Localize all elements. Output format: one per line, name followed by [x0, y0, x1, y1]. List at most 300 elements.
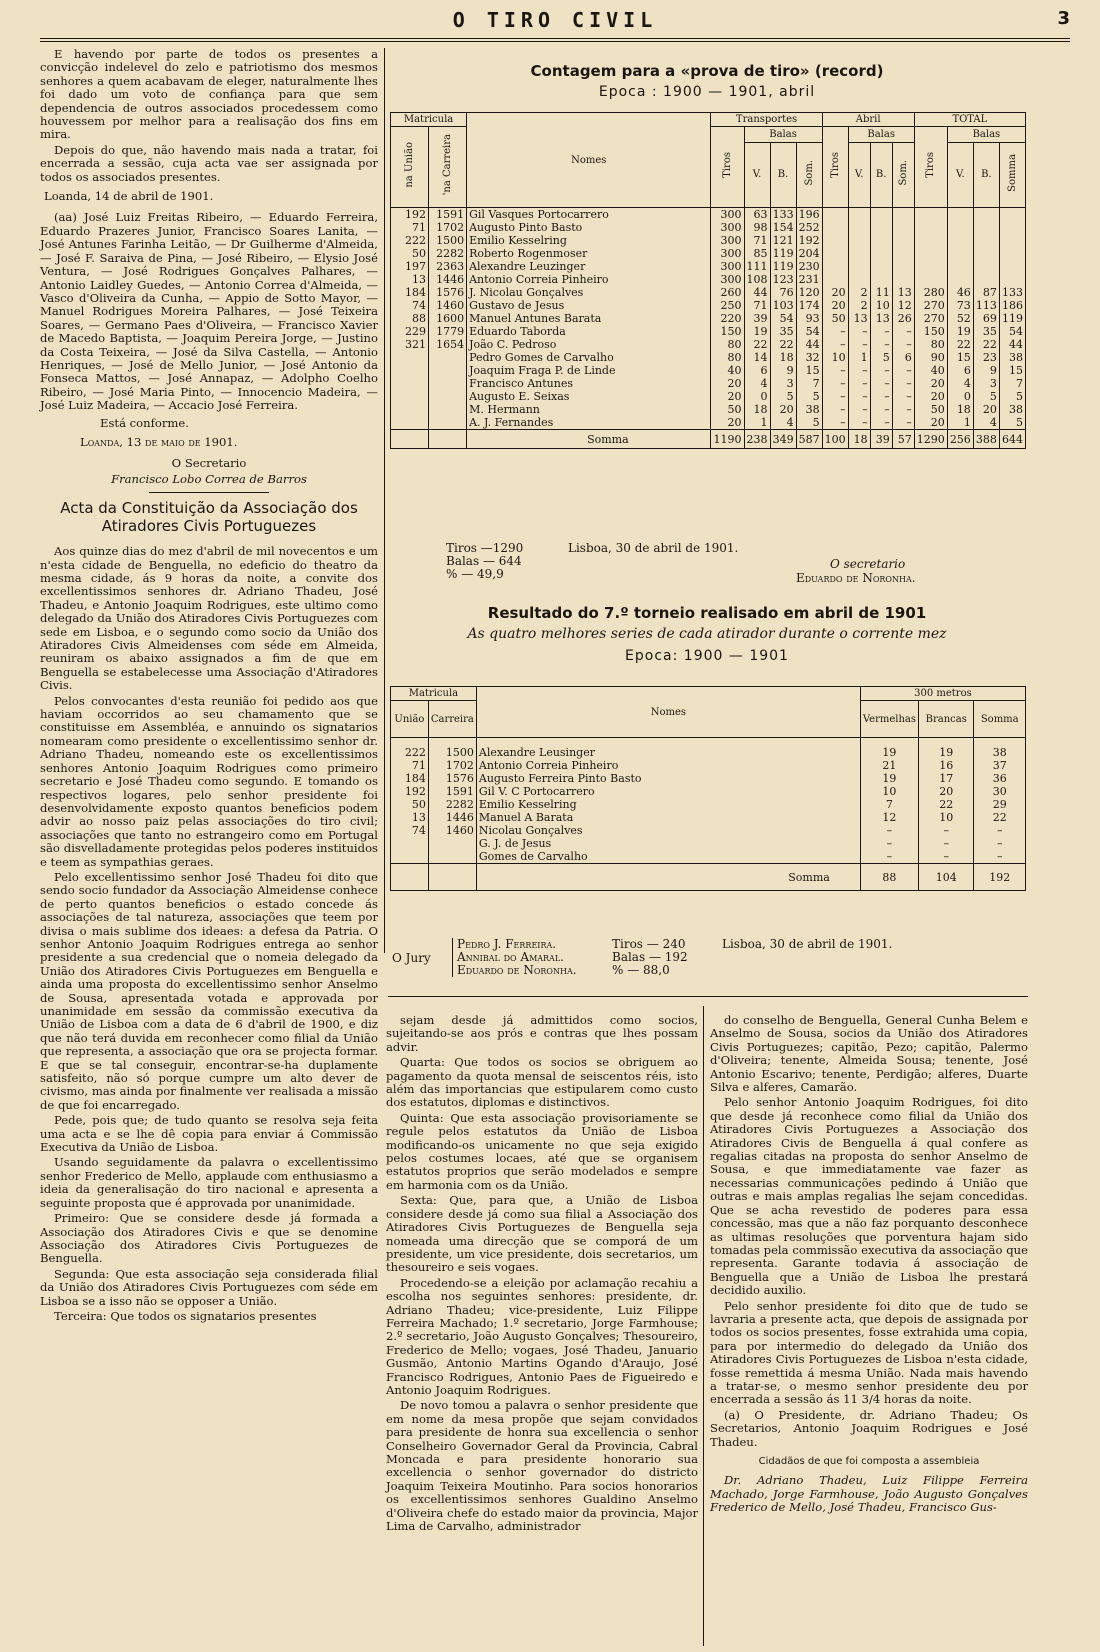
score-cell: 98	[744, 221, 770, 234]
score-cell: 13	[892, 286, 914, 299]
divider	[149, 492, 269, 493]
score-cell: –	[822, 364, 848, 377]
score-cell: 38	[999, 403, 1025, 416]
score-cell: 46	[947, 286, 973, 299]
score-cell	[947, 260, 973, 273]
left-column	[40, 48, 378, 1325]
matricula-carreira	[429, 351, 467, 364]
acta-paragraph: Pelo senhor presidente foi dito que de tudo se lavraria a presente acta, que depois de assignada por todos os socios presentes, fosse extrahida uma copia, para por intermedio do delegado da União dos Atiradores Civis Portuguezes de Lisboa n'esta cidade, fosse remettida á mesma União. Nada mais havendo a tratar-se, o mesmo senhor presidente deu por encerrada a sessão ás 11 3/4 horas da noite.	[710, 1298, 1028, 1407]
table1-title: Contagem para a «prova de tiro» (record)	[530, 62, 884, 80]
score-cell: 80	[914, 338, 947, 351]
score-cell: 20	[770, 403, 796, 416]
score-cell: 13	[870, 312, 892, 325]
score-cell: 270	[914, 312, 947, 325]
matricula-uniao: 71	[391, 759, 429, 772]
score-cell: –	[860, 850, 918, 864]
tiros-header: Tiros	[925, 152, 937, 178]
score-cell: 73	[947, 299, 973, 312]
score-cell: –	[848, 364, 870, 377]
score-cell: 103	[770, 299, 796, 312]
score-cell: –	[848, 325, 870, 338]
percent-total: % — 88,0	[612, 963, 670, 977]
balas-header: Balas	[744, 127, 822, 143]
total-cell: 388	[973, 430, 999, 449]
score-cell	[914, 260, 947, 273]
score-cell	[947, 273, 973, 286]
score-cell: 1	[744, 416, 770, 430]
score-cell	[973, 247, 999, 260]
score-cell: –	[870, 403, 892, 416]
score-cell	[870, 221, 892, 234]
divider	[388, 996, 1028, 997]
score-cell: 16	[918, 759, 973, 772]
score-cell: 40	[711, 364, 744, 377]
score-cell: 192	[796, 234, 822, 247]
matricula-carreira: 1500	[428, 738, 476, 760]
total-cell: 18	[848, 430, 870, 449]
balas-total: Balas — 644	[446, 554, 522, 568]
matricula-uniao: 222	[391, 234, 429, 247]
score-cell: 44	[796, 338, 822, 351]
score-cell: 5	[870, 351, 892, 364]
score-cell: 123	[770, 273, 796, 286]
abril-header: Abril	[822, 113, 914, 127]
table-row	[391, 850, 1026, 864]
score-cell: 20	[711, 390, 744, 403]
table-row	[391, 234, 1026, 247]
score-cell: –	[918, 824, 973, 837]
page-header	[40, 6, 1070, 36]
table2-place-date: Lisboa, 30 de abril de 1901.	[722, 937, 893, 951]
shooter-name: A. J. Fernandes	[467, 416, 711, 430]
score-cell	[914, 221, 947, 234]
brancas-header: Brancas	[918, 701, 973, 738]
score-cell: 186	[999, 299, 1025, 312]
score-cell: 69	[973, 312, 999, 325]
score-cell: 22	[974, 811, 1026, 824]
total-row	[391, 864, 1026, 891]
matricula-uniao	[391, 416, 429, 430]
score-cell: –	[892, 403, 914, 416]
table1-subtitle: Epoca : 1900 — 1901, abril	[598, 84, 816, 100]
matricula-uniao: 321	[391, 338, 429, 351]
uniao-header: União	[391, 701, 429, 738]
score-cell	[848, 234, 870, 247]
score-cell: –	[822, 377, 848, 390]
nomes-header: Nomes	[467, 113, 711, 208]
score-cell: –	[892, 416, 914, 430]
score-cell	[914, 273, 947, 286]
acta-paragraph: sejam desde já admittidos como socios, sujeitando-se aos prós e contras que lhes possam advir.	[386, 1013, 698, 1054]
matricula-carreira: 1779	[429, 325, 467, 338]
score-cell	[999, 234, 1025, 247]
score-cell	[947, 234, 973, 247]
shooter-name: Eduardo Taborda	[467, 325, 711, 338]
score-cell	[973, 221, 999, 234]
matricula-carreira: 1591	[428, 785, 476, 798]
score-cell: –	[892, 325, 914, 338]
matricula-carreira: 1446	[428, 811, 476, 824]
table1-totals	[446, 542, 523, 581]
total-cell: 88	[860, 864, 918, 891]
table-row	[391, 390, 1026, 403]
score-cell: 4	[973, 416, 999, 430]
score-cell	[848, 260, 870, 273]
table-row	[391, 351, 1026, 364]
total-row	[391, 430, 1026, 449]
matricula-uniao: 222	[391, 738, 429, 760]
matricula-carreira: 1460	[429, 299, 467, 312]
score-cell: –	[918, 850, 973, 864]
score-cell	[999, 221, 1025, 234]
score-cell: 80	[711, 351, 744, 364]
middle-column	[386, 1014, 698, 1535]
score-cell: 5	[770, 390, 796, 403]
matricula-uniao: 192	[391, 208, 429, 222]
score-cell	[848, 208, 870, 222]
score-cell: 40	[914, 364, 947, 377]
score-cell: 7	[999, 377, 1025, 390]
table-row	[391, 798, 1026, 811]
score-cell: 9	[973, 364, 999, 377]
score-cell: 300	[711, 234, 744, 247]
score-cell: 5	[973, 390, 999, 403]
column-rule	[703, 1006, 704, 1646]
tiros-header: Tiros	[829, 152, 841, 178]
score-cell: 5	[796, 416, 822, 430]
total-cell: 104	[918, 864, 973, 891]
score-cell: 119	[770, 247, 796, 260]
score-cell: 93	[796, 312, 822, 325]
score-cell: 0	[947, 390, 973, 403]
score-cell	[914, 234, 947, 247]
score-cell: 32	[796, 351, 822, 364]
matricula-uniao: 197	[391, 260, 429, 273]
shooter-name: Antonio Correia Pinheiro	[467, 273, 711, 286]
header-rule	[40, 38, 1070, 42]
score-cell: 13	[848, 312, 870, 325]
table-row	[391, 247, 1026, 260]
score-cell: 300	[711, 273, 744, 286]
score-cell: 119	[770, 260, 796, 273]
jury-members	[452, 938, 577, 977]
score-cell: 19	[947, 325, 973, 338]
intro-paragraph: E havendo por parte de todos os presentes a convicção indelevel do zelo e patriotismo dos mesmos senhores a quem acabavam de eleger, naturalmente lhes foi dado um voto de confiança para que sem dependencia de outros associados procedessem como houvessem por melhor para a realisação dos fins em mira.	[40, 47, 378, 142]
table1-secretario: O secretario	[830, 557, 906, 571]
score-cell: 196	[796, 208, 822, 222]
score-cell	[822, 221, 848, 234]
acta-paragraph: do conselho de Benguella, General Cunha Belem e Anselmo de Sousa, socios da União dos Atiradores Civis Portuguezes; capitão, Pezo; capitão, Palermo d'Oliveira; tenente, Almeida Sousa; tenente, José Antonio Escarivo; tenente, Perdigão; alferes, Duarte Silva e alferes, Camarão.	[710, 1013, 1028, 1095]
score-cell	[892, 273, 914, 286]
score-cell: 15	[999, 364, 1025, 377]
matricula-carreira	[429, 416, 467, 430]
table2-epoca: Epoca: 1900 — 1901	[625, 648, 789, 664]
score-cell	[870, 247, 892, 260]
shooter-name: M. Hermann	[467, 403, 711, 416]
score-cell: 2	[848, 299, 870, 312]
matricula-carreira: 1500	[429, 234, 467, 247]
score-cell	[822, 273, 848, 286]
total-cell: 39	[870, 430, 892, 449]
score-cell: 3	[973, 377, 999, 390]
score-cell: 20	[822, 286, 848, 299]
acta-paragraph: Quinta: Que esta associação provisoriamente se regule pelos estatutos da União de Lisboa modificando-os unicamente no que seja exigido pelos costumes locaes, até que se organisem estatutos proprios que serão modelados e sempre em harmonia com os da União.	[386, 1110, 698, 1192]
score-cell: 133	[770, 208, 796, 222]
matricula-uniao	[391, 403, 429, 416]
matricula-carreira: 1600	[429, 312, 467, 325]
acta-paragraph: De novo tomou a palavra o senhor presidente que em nome da mesa propõe que sejam convidados para presidente de honra sua excellencia o senhor Conselheiro Governador Geral da Provincia, Cabral Moncada e para presidente honorario sua excellencia o senhor governador do districto Joaquim Teixeira Moutinho. Para socios honorarios os excellentissimos senhores Gualdino Anselmo d'Oliveira chefe do estado maior da provincia, Major Lima de Carvalho, administrador	[386, 1398, 698, 1534]
score-cell: –	[892, 377, 914, 390]
assembly-names: Dr. Adriano Thadeu, Luiz Filippe Ferreira Machado, Jorge Farmhouse, João Augusto Gonçalves Frederico de Mello, José Thadeu, Francisco Gus-	[710, 1473, 1028, 1515]
score-cell: 111	[744, 260, 770, 273]
matricula-carreira	[429, 390, 467, 403]
score-cell: 230	[796, 260, 822, 273]
table-row	[391, 811, 1026, 824]
na-carreira-header: 'na Carreira	[442, 134, 454, 196]
score-cell: 36	[974, 772, 1026, 785]
matricula-uniao	[391, 364, 429, 377]
score-cell: 54	[999, 325, 1025, 338]
score-cell	[870, 234, 892, 247]
b-header: B.	[973, 142, 999, 207]
matricula-uniao	[391, 390, 429, 403]
matricula-carreira: 1576	[428, 772, 476, 785]
total-cell: 192	[974, 864, 1026, 891]
score-cell	[914, 208, 947, 222]
score-cell	[822, 208, 848, 222]
score-cell: –	[848, 390, 870, 403]
score-cell: –	[870, 338, 892, 351]
shooter-name: Roberto Rogenmoser	[467, 247, 711, 260]
score-cell	[892, 208, 914, 222]
secretario-name: Francisco Lobo Correa de Barros	[111, 471, 307, 486]
score-cell	[848, 221, 870, 234]
shooter-name: Emilio Kesselring	[476, 798, 860, 811]
nomes-header: Nomes	[476, 687, 860, 738]
som-header: Som.	[803, 160, 815, 186]
score-cell: 39	[744, 312, 770, 325]
score-cell: 1	[947, 416, 973, 430]
score-cell: –	[860, 837, 918, 850]
total-cell: 256	[947, 430, 973, 449]
shooter-name: Augusto E. Seixas	[467, 390, 711, 403]
shooter-name: Gustavo de Jesus	[467, 299, 711, 312]
score-cell: 30	[974, 785, 1026, 798]
balas-total: Balas — 192	[612, 950, 688, 964]
score-cell: 35	[973, 325, 999, 338]
score-cell: 10	[870, 299, 892, 312]
balas-header: Balas	[848, 127, 914, 143]
score-cell: –	[870, 416, 892, 430]
score-cell: 270	[914, 299, 947, 312]
somma-label: Somma	[476, 864, 860, 891]
score-cell: 7	[860, 798, 918, 811]
score-cell: 20	[914, 390, 947, 403]
score-cell: 10	[822, 351, 848, 364]
matricula-uniao	[391, 351, 429, 364]
table-row	[391, 364, 1026, 377]
score-cell: 19	[918, 738, 973, 760]
score-cell: 300	[711, 221, 744, 234]
score-cell	[870, 273, 892, 286]
score-cell: 280	[914, 286, 947, 299]
score-cell: 15	[947, 351, 973, 364]
score-cell: –	[892, 338, 914, 351]
score-cell: 133	[999, 286, 1025, 299]
score-cell	[999, 208, 1025, 222]
score-cell: 12	[892, 299, 914, 312]
total-cell: 644	[999, 430, 1025, 449]
table-row	[391, 738, 1026, 760]
score-cell: 38	[999, 351, 1025, 364]
score-cell: 20	[711, 377, 744, 390]
signatories-list: (aa) José Luiz Freitas Ribeiro, — Eduardo Ferreira, Eduardo Prazeres Junior, Francisco Soares Lanita, — José Antunes Farinha Leitão, — Dr Guilherme d'Almeida, — José F. Saraiva de Pina, — José Ribeiro, — Elysio José Ventura, — José Rodrigues Gonçalves Palhares, — Antonio Laidley Guedes, — Antonio Correa d'Almeida, — Vasco d'Oliveira da Cunha, — Appio de Sotto Mayor, — Manuel Rodrigues Moreira Palhares, — José Teixeira Soares, — Germano Paes d'Oliveira, — Francisco Xavier de Macedo Baptista, — Joaquim Pereira Jorge, — Justino da Costa Teixeira, — José da Silva Castella, — Antonio Henriques, — José de Mello Junior, — José Antonio da Fonseca Mattos, — José Annapaz, — Adolpho Coelho Ribeiro, — José Maria Pinto, — Innocencio Madeira, — José Luiz Madeira, — Accacio José Ferreira.	[40, 210, 378, 413]
score-cell	[870, 260, 892, 273]
score-cell: 52	[947, 312, 973, 325]
score-cell: –	[848, 416, 870, 430]
secretario-label: O Secretario	[171, 456, 247, 471]
score-cell: 35	[770, 325, 796, 338]
acta-paragraph: Usando seguidamente da palavra o excellentissimo senhor Frederico de Mello, applaude com enthusiasmo a ideia da generalisação do tiro nacional e apresenta a seguinte proposta que é approvada por unanimidade.	[40, 1155, 378, 1210]
carreira-header: Carreira	[428, 701, 476, 738]
matricula-header: Matricula	[391, 687, 477, 701]
score-cell	[999, 247, 1025, 260]
matricula-carreira	[428, 850, 476, 864]
table-row	[391, 208, 1026, 222]
table-row	[391, 286, 1026, 299]
shooter-name: Alexandre Leuzinger	[467, 260, 711, 273]
na-uniao-header: na União	[404, 142, 416, 188]
matricula-carreira: 1702	[428, 759, 476, 772]
score-cell: 300	[711, 208, 744, 222]
somma-label: Somma	[467, 430, 711, 449]
table-row	[391, 377, 1026, 390]
score-cell: 150	[914, 325, 947, 338]
score-cell: 231	[796, 273, 822, 286]
score-cell: 44	[999, 338, 1025, 351]
total-cell: 100	[822, 430, 848, 449]
acta-paragraph: Pelos convocantes d'esta reunião foi pedido aos que haviam occorridos ao seu chamamento que se constituisse em Assembléa, e annuindo os signatarios nomearam como presidente o excellentissimo senhor dr. Adriano Thadeu, nomeando este os excellentissimos senhores Antonio Joaquim Rodrigues como primeiro secretario e José Thadeu como segundo. E tomando os respectivos logares, pelo senhor presidente foi desenvolvidamente exposto quantos beneficios podem advir ao nosso paiz pelas associações do tiro civil; associações que tanto no estrangeiro como em Portugal são disvelladamente protegidas pelos poderes instituidos e teem as sympathias geraes.	[40, 693, 378, 869]
table-row	[391, 273, 1026, 286]
score-cell: 50	[822, 312, 848, 325]
shooter-name: Gil V. C Portocarrero	[476, 785, 860, 798]
acta-paragraph: Pede, pois que; de tudo quanto se resolva seja feita uma acta e se lhe dê copia para enviar á Commissão Executiva da União de Lisboa.	[40, 1113, 378, 1155]
score-cell: 26	[892, 312, 914, 325]
score-cell: 9	[770, 364, 796, 377]
matricula-carreira: 2363	[429, 260, 467, 273]
table-row	[391, 221, 1026, 234]
score-cell: 20	[914, 377, 947, 390]
total-cell: 349	[770, 430, 796, 449]
matricula-uniao	[391, 850, 429, 864]
tiros-total: Tiros —1290	[446, 541, 524, 555]
score-cell: 252	[796, 221, 822, 234]
score-cell: 87	[973, 286, 999, 299]
score-cell: 37	[974, 759, 1026, 772]
shooter-name: Manuel A Barata	[476, 811, 860, 824]
score-cell	[892, 221, 914, 234]
shooter-name: Augusto Ferreira Pinto Basto	[476, 772, 860, 785]
score-cell: –	[974, 824, 1026, 837]
table-row	[391, 312, 1026, 325]
score-cell: 0	[744, 390, 770, 403]
score-cell: 22	[744, 338, 770, 351]
score-cell: –	[822, 325, 848, 338]
table-row	[391, 416, 1026, 430]
score-cell: 71	[744, 299, 770, 312]
score-cell: 38	[974, 738, 1026, 760]
shooter-name: Alexandre Leusinger	[476, 738, 860, 760]
matricula-uniao: 229	[391, 325, 429, 338]
score-cell: 220	[711, 312, 744, 325]
somma-header: Somma	[1006, 154, 1018, 192]
score-cell: 54	[796, 325, 822, 338]
tiros-total: Tiros — 240	[612, 937, 686, 951]
score-cell: 22	[770, 338, 796, 351]
date-line: Loanda, 14 de abril de 1901.	[44, 189, 214, 204]
shooter-name: Gomes de Carvalho	[476, 850, 860, 864]
score-cell: –	[870, 325, 892, 338]
score-cell: 250	[711, 299, 744, 312]
score-cell: 21	[860, 759, 918, 772]
score-cell	[973, 273, 999, 286]
matricula-uniao: 184	[391, 286, 429, 299]
matricula-carreira	[429, 377, 467, 390]
score-cell: 150	[711, 325, 744, 338]
acta-paragraph: Pelo excellentissimo senhor José Thadeu foi dito que sendo socio fundador da Associação Almeidense conhece de perto quantos beneficios o estado concede ás associações de tal natureza, associações que teem por divisa o mais sublime dos ideaes: a defesa da Patria. O senhor Antonio Joaquim Rodrigues entrega ao senhor presidente a sua credencial que o nomeia delegado da União dos Atiradores Civis Portuguezes em Benguella e ainda uma proposta do excellentissimo senhor Anselmo de Sousa, apresentada votada e approvada por unanimidade em sessão da commissão executiva da União de Lisboa com a data de 6 d'abril de 1900, e diz que não terá duvida em reconhecer como filial da União que representa, a associação que ora se projecta formar. E que se tal conseguir, encontrar-se-ha duplamente satisfeito, não só porque cumpre um alto dever de civismo, mas ainda por finalmente ver realisada a missão de que foi encarregado.	[40, 869, 378, 1112]
matricula-uniao: 88	[391, 312, 429, 325]
transportes-header: Transportes	[711, 113, 822, 127]
acta-paragraph: Procedendo-se a eleição por aclamação recahiu a escolha nos seguintes senhores: presidente, dr. Adriano Thadeu; vice-presidente, Luiz Filippe Ferreira Machado; 1.º secretario, Jorge Farmhouse; 2.º secretario, João Augusto Gonçalves; Thesoureiro, Frederico de Mello; vogaes, José Thadeu, Januario Gusmão, Antonio Martins Ogando d'Araujo, José Francisco Rodrigues, Antonio Paes de Figueiredo e Antonio Joaquim Rodrigues.	[386, 1275, 698, 1397]
score-cell: 7	[796, 377, 822, 390]
score-cell: 3	[770, 377, 796, 390]
shooter-name: Manuel Antunes Barata	[467, 312, 711, 325]
score-cell: 71	[744, 234, 770, 247]
score-cell: –	[860, 824, 918, 837]
score-cell: 50	[711, 403, 744, 416]
score-cell: 6	[892, 351, 914, 364]
matricula-uniao: 71	[391, 221, 429, 234]
score-cell: 44	[744, 286, 770, 299]
matricula-uniao: 74	[391, 299, 429, 312]
score-cell: 85	[744, 247, 770, 260]
empty-cell	[391, 430, 429, 449]
table2-subtitle: As quatro melhores series de cada atirador durante o corrente mez	[467, 626, 947, 642]
shooter-name: Augusto Pinto Basto	[467, 221, 711, 234]
empty-cell	[391, 864, 429, 891]
score-cell: 6	[947, 364, 973, 377]
matricula-carreira: 1460	[428, 824, 476, 837]
b-header: B.	[770, 142, 796, 207]
score-cell	[822, 234, 848, 247]
score-cell	[892, 234, 914, 247]
score-cell: 23	[973, 351, 999, 364]
shooter-name: J. Nicolau Gonçalves	[467, 286, 711, 299]
balas-header: Balas	[947, 127, 1025, 143]
tournament-table	[390, 686, 1026, 891]
shooter-name: Nicolau Gonçalves	[476, 824, 860, 837]
score-cell	[999, 260, 1025, 273]
score-cell: 4	[770, 416, 796, 430]
record-table	[390, 112, 1026, 449]
empty-cell	[428, 864, 476, 891]
score-cell: 204	[796, 247, 822, 260]
score-cell: 90	[914, 351, 947, 364]
matricula-uniao: 192	[391, 785, 429, 798]
score-cell: 22	[973, 338, 999, 351]
score-cell: –	[892, 390, 914, 403]
score-cell: 5	[999, 390, 1025, 403]
